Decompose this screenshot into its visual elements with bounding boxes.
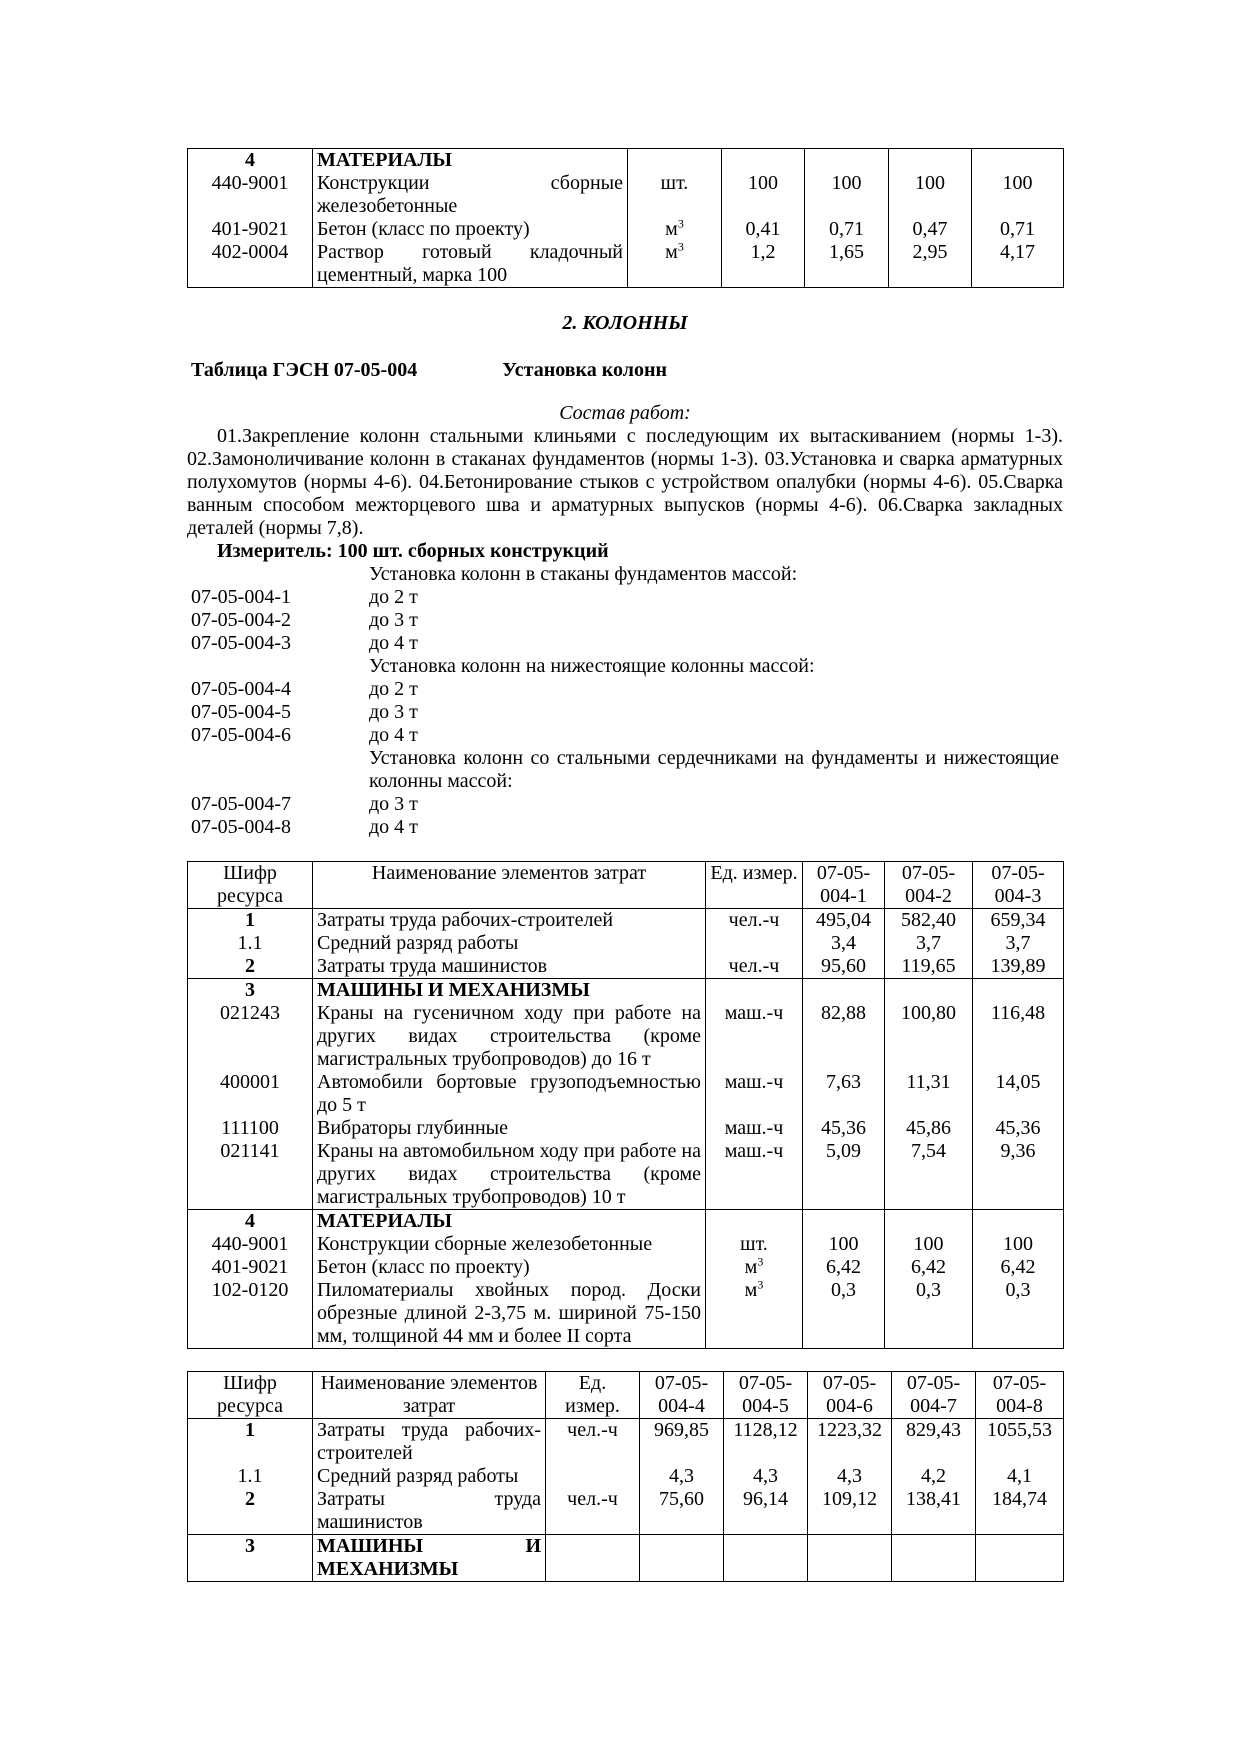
cell-value: 100,80 [885,1002,973,1071]
cell-code: 401-9021 [188,218,313,241]
document-page [187,148,1063,1582]
cell-name: Бетон (класс по проекту) [313,1256,706,1279]
table-row [188,1233,1064,1256]
cell-unit [546,1535,640,1582]
cell-code: 3 [188,1535,313,1582]
cell-unit: $м^3$ [628,241,722,288]
cell-unit [546,1465,640,1488]
norm-code [187,747,365,793]
table-row [188,218,1064,241]
cell-unit: $м^3$ [706,1256,803,1279]
cell-value: 0,3 [803,1279,885,1349]
header-norm: 07-05-004-3 [973,862,1064,909]
norm-code [187,655,365,678]
table-row [188,1535,1064,1582]
cell-name: Затраты труда рабочих-строителей [313,1419,546,1466]
cell-value: 9,36 [973,1140,1064,1210]
table-row [188,149,1064,173]
cell-unit: чел.-ч [706,909,803,933]
norm-text: до 4 т [369,632,418,654]
cell-value: 45,36 [973,1117,1064,1140]
table-row [188,1210,1064,1234]
norms-list [187,563,1063,839]
section-title: 2. КОЛОННЫ [562,312,688,334]
cell-unit: шт. [706,1233,803,1256]
cell-code: 402-0004 [188,241,313,288]
norm-item [187,632,1063,655]
composition-title: Состав работ: [559,402,691,424]
cell-value: 109,12 [808,1488,892,1535]
table-row [188,1071,1064,1117]
cell-name: МАТЕРИАЛЫ [313,1210,706,1234]
cell-value: 138,41 [892,1488,976,1535]
cell-name: Затраты труда машинистов [313,1488,546,1535]
norm-item [187,609,1063,632]
cell-value [805,149,889,173]
cell-name: Конструкции сборные железобетонные [313,1233,706,1256]
cell-value: 14,05 [973,1071,1064,1117]
cell-value: 6,42 [885,1256,973,1279]
norm-text: Установка колонн со стальными сердечниками на фундаменты и нижестоящие колонны массой: [369,747,1059,792]
cell-value [722,149,805,173]
norm-code: 07-05-004-2 [191,609,291,631]
cell-value: 0,3 [973,1279,1064,1349]
header-unit: Ед. измер. [706,862,803,909]
norm-code: 07-05-004-6 [191,724,291,746]
cell-code: 021243 [188,1002,313,1071]
cell-value: 4,3 [640,1465,724,1488]
cell-unit: чел.-ч [546,1488,640,1535]
cell-value: 969,85 [640,1419,724,1466]
cell-code: 401-9021 [188,1256,313,1279]
cell-value: 45,36 [803,1117,885,1140]
cell-unit: шт. [628,172,722,218]
cell-value [808,1535,892,1582]
cell-value: 4,3 [724,1465,808,1488]
cell-unit: маш.-ч [706,1071,803,1117]
cell-value: 829,43 [892,1419,976,1466]
cell-name: Затраты труда машинистов [313,955,706,979]
table-row [188,172,1064,218]
table-row [188,241,1064,288]
cell-value [892,1535,976,1582]
cell-unit: $м^3$ [706,1279,803,1349]
cell-unit [706,1210,803,1234]
cell-unit [628,149,722,173]
cell-value: 4,1 [976,1465,1064,1488]
cell-code: 4 [188,149,313,173]
cell-code: 2 [188,1488,313,1535]
norm-item [187,586,1063,609]
cell-value: 1128,12 [724,1419,808,1466]
header-unit: Ед. измер. [546,1372,640,1419]
cell-name: Раствор готовый кладочный цементный, марка 100 [313,241,628,288]
cell-value: 100 [885,1233,973,1256]
table-row [188,1002,1064,1071]
cell-value: 6,42 [973,1256,1064,1279]
cell-value [972,149,1064,173]
cell-value: 3,4 [803,932,885,955]
table-row [188,955,1064,979]
header-norm: 07-05-004-5 [724,1372,808,1419]
cell-unit: маш.-ч [706,1140,803,1210]
cell-unit: маш.-ч [706,1117,803,1140]
cell-value: 0,71 [972,218,1064,241]
cell-name: Краны на автомобильном ходу при работе на других видах строительства (кроме магистральных трубопроводов) 10 т [313,1140,706,1210]
norm-code: 07-05-004-7 [191,793,291,815]
norm-item [187,816,1063,839]
measure-unit: Измеритель: 100 шт. сборных конструкций [217,540,609,562]
cell-value: 7,54 [885,1140,973,1210]
header-norm: 07-05-004-2 [885,862,973,909]
cell-code: 440-9001 [188,1233,313,1256]
norm-text: до 3 т [369,793,418,815]
resources-table-2 [187,1371,1064,1582]
table-row [188,1419,1064,1466]
cell-value [803,1210,885,1234]
cell-value [640,1535,724,1582]
table-row [188,1140,1064,1210]
cell-code: 102-0120 [188,1279,313,1349]
header-row [188,862,1064,909]
cell-value: 0,41 [722,218,805,241]
norm-text: до 3 т [369,701,418,723]
cell-value: 0,3 [885,1279,973,1349]
cell-name: МАТЕРИАЛЫ [313,149,628,173]
norm-item [187,724,1063,747]
cell-code: 2 [188,955,313,979]
norm-item [187,793,1063,816]
cell-value: 6,42 [803,1256,885,1279]
cell-name: Краны на гусеничном ходу при работе на других видах строительства (кроме магистральных трубопроводов) до 16 т [313,1002,706,1071]
table-row [188,979,1064,1003]
norm-text: до 2 т [369,678,418,700]
cell-name: Вибраторы глубинные [313,1117,706,1140]
cell-value: 1,2 [722,241,805,288]
header-norm: 07-05-004-6 [808,1372,892,1419]
cell-value: 582,40 [885,909,973,933]
cell-value: 4,17 [972,241,1064,288]
cell-code: 1.1 [188,1465,313,1488]
cell-value: 100 [972,172,1064,218]
cell-value: 45,86 [885,1117,973,1140]
cell-code: 1 [188,909,313,933]
cell-code: 111100 [188,1117,313,1140]
cell-value: 184,74 [976,1488,1064,1535]
header-code: Шифр ресурса [188,862,313,909]
cell-value: 0,47 [889,218,972,241]
cell-value: 96,14 [724,1488,808,1535]
cell-name: Средний разряд работы [313,1465,546,1488]
cell-name: МАШИНЫ И МЕХАНИЗМЫ [313,979,706,1003]
cell-name: Бетон (класс по проекту) [313,218,628,241]
header-norm: 07-05-004-4 [640,1372,724,1419]
cell-unit: $м^3$ [628,218,722,241]
cell-value [889,149,972,173]
cell-value: 100 [722,172,805,218]
cell-value: 1223,32 [808,1419,892,1466]
cell-value: 116,48 [973,1002,1064,1071]
resources-table-1 [187,861,1064,1349]
header-row [188,1372,1064,1419]
cell-code: 400001 [188,1071,313,1117]
table-row [188,1465,1064,1488]
cell-value: 5,09 [803,1140,885,1210]
cell-value: 95,60 [803,955,885,979]
composition-text: 01.Закрепление колонн стальными клиньями с последующим их вытаскиванием (нормы 1-3). 02.Замоноличивание колонн в стаканах фундаментов (нормы 1-3). 03.Установка и сварка арматурных полухомутов (нормы 4-6). 04.Бетонирование стыков с устройством опалубки (нормы 4-6). 05.Сварка ванным способом межторцевого шва и арматурных выпусков (нормы 4-6). 06.Сварка закладных деталей (нормы 7,8). [187,425,1063,539]
table-title [187,359,1063,382]
norm-text: до 2 т [369,586,418,608]
cell-value: 7,63 [803,1071,885,1117]
cell-code: 4 [188,1210,313,1234]
table-label: Таблица ГЭСН 07-05-004 [191,359,418,381]
header-name: Наименование элементов затрат [313,1372,546,1419]
cell-value: 3,7 [973,932,1064,955]
header-norm: 07-05-004-8 [976,1372,1064,1419]
cell-name: Автомобили бортовые грузоподъемностью до 5 т [313,1071,706,1117]
cell-value [973,979,1064,1003]
cell-code: 1 [188,1419,313,1466]
header-name: Наименование элементов затрат [313,862,706,909]
table-row [188,1488,1064,1535]
cell-code: 1.1 [188,932,313,955]
cell-unit [706,979,803,1003]
cell-value: 75,60 [640,1488,724,1535]
norm-text: до 4 т [369,724,418,746]
norm-item [187,747,1063,793]
cell-value [973,1210,1064,1234]
cell-code: 021141 [188,1140,313,1210]
cell-value: 1,65 [805,241,889,288]
cell-code: 3 [188,979,313,1003]
norm-code: 07-05-004-1 [191,586,291,608]
cell-code: 440-9001 [188,172,313,218]
cell-name: Средний разряд работы [313,932,706,955]
cell-name: Пиломатериалы хвойных пород. Доски обрезные длиной 2-3,75 м. шириной 75-150 мм, толщиной 44 мм и более II сорта [313,1279,706,1349]
cell-value: 659,34 [973,909,1064,933]
cell-value: 139,89 [973,955,1064,979]
table-name: Установка колонн [502,359,668,381]
header-norm: 07-05-004-1 [803,862,885,909]
norm-code: 07-05-004-8 [191,816,291,838]
norm-code: 07-05-004-4 [191,678,291,700]
cell-value: 100 [889,172,972,218]
cell-value [803,979,885,1003]
cell-value [976,1535,1064,1582]
cell-unit: чел.-ч [546,1419,640,1466]
cell-value: 1055,53 [976,1419,1064,1466]
norm-item [187,563,1063,586]
cell-value: 100 [973,1233,1064,1256]
norm-item [187,701,1063,724]
cell-value [724,1535,808,1582]
cell-value: 2,95 [889,241,972,288]
cell-value: 11,31 [885,1071,973,1117]
norm-code: 07-05-004-5 [191,701,291,723]
cell-value: 0,71 [805,218,889,241]
norm-item [187,678,1063,701]
norm-code: 07-05-004-3 [191,632,291,654]
header-code: Шифр ресурса [188,1372,313,1419]
table-row [188,932,1064,955]
materials-table-continued [187,148,1064,288]
cell-name: Затраты труда рабочих-строителей [313,909,706,933]
cell-value: 119,65 [885,955,973,979]
header-norm: 07-05-004-7 [892,1372,976,1419]
cell-value [885,979,973,1003]
cell-value: 82,88 [803,1002,885,1071]
table-row [188,1256,1064,1279]
norm-code [187,563,365,586]
cell-unit: маш.-ч [706,1002,803,1071]
table-row [188,1117,1064,1140]
cell-value: 3,7 [885,932,973,955]
cell-unit [706,932,803,955]
cell-value [885,1210,973,1234]
cell-value: 100 [805,172,889,218]
cell-value: 4,3 [808,1465,892,1488]
cell-name: МАШИНЫ И МЕХАНИЗМЫ [313,1535,546,1582]
cell-name: Конструкции сборные железобетонные [313,172,628,218]
cell-value: 495,04 [803,909,885,933]
norm-text: Установка колонн на нижестоящие колонны массой: [369,655,815,677]
norm-text: до 3 т [369,609,418,631]
norm-item [187,655,1063,678]
norm-text: до 4 т [369,816,418,838]
table-row [188,909,1064,933]
cell-unit: чел.-ч [706,955,803,979]
cell-value: 4,2 [892,1465,976,1488]
cell-value: 100 [803,1233,885,1256]
table-row [188,1279,1064,1349]
norm-text: Установка колонн в стаканы фундаментов массой: [369,563,798,585]
